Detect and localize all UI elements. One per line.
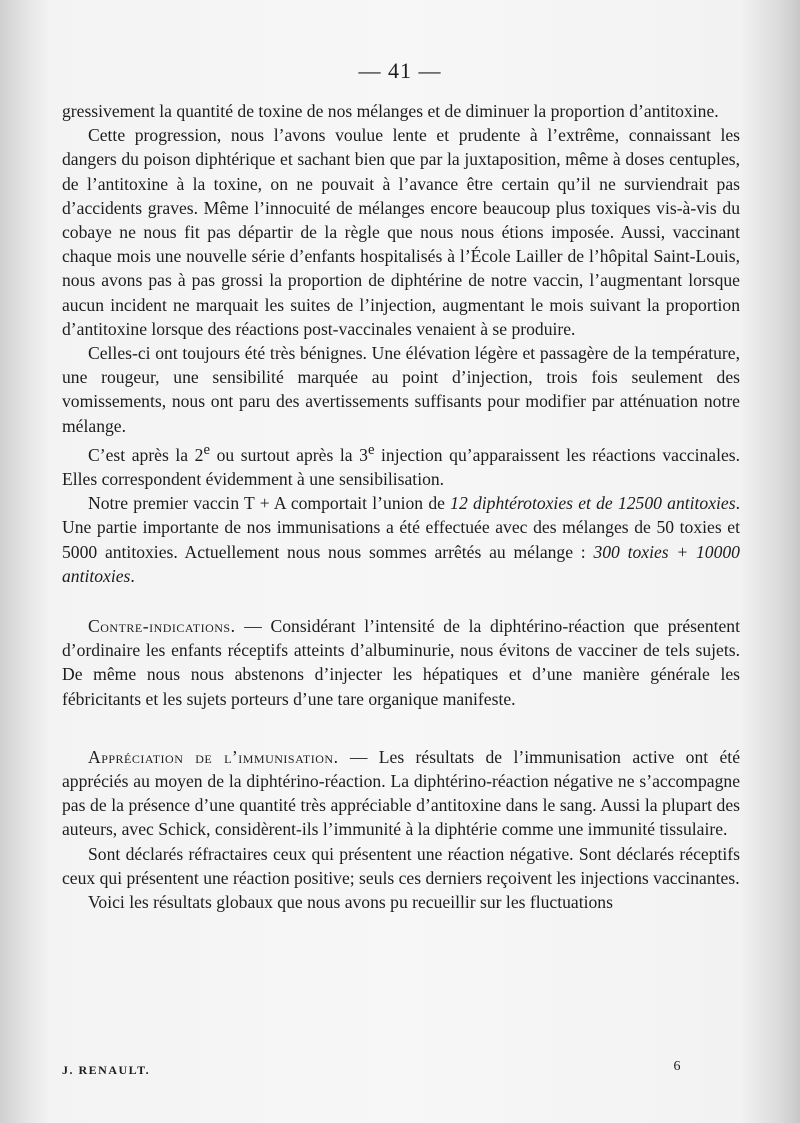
page-number: — 41 — [358, 58, 442, 83]
body-text [62, 99, 740, 914]
paragraph-sensibilisation [62, 438, 740, 491]
superscript: e [367, 441, 375, 458]
text-segment: Notre premier vaccin T + A comportait l’union de [88, 493, 451, 514]
paragraph-classification: Sont déclarés réfractaires ceux qui présentent une réaction négative. Sont déclarés réceptifs ceux qui présentent une réaction positive; seuls ces derniers reçoivent les injections vaccinantes. [62, 843, 740, 888]
section-appreciation [62, 745, 740, 842]
text-segment: . [130, 565, 135, 586]
printer-signature: J. RENAULT. [62, 1063, 151, 1077]
section-text: — Les résultats de l’immunisation active ont été appréciés au moyen de la diphtérino-réaction. La diphtérino-réaction négative ne s’accompagne pas de la présence d’une quantité très appréciable d’antitoxine dans le sang. Aussi la plupart des auteurs, avec Schick, considèrent-ils l’immunité à la diphtérie comme une immunité tissulaire. [62, 746, 740, 840]
paragraph-reactions: Celles-ci ont toujours été très bénignes. Une élévation légère et passagère de la température, une rougeur, une sensibilité marquée au point d’injection, trois fois seulement des vomissements, nous ont paru des avertissements suffisants pour modifier par atténuation notre mélange. [62, 343, 740, 436]
text-segment: C’est après la 2 [88, 444, 204, 465]
paragraph-results-intro: Voici les résultats globaux que nous avons pu recueillir sur les fluctuations [88, 891, 613, 912]
italic-text: 300 toxies + 10000 antitoxies [62, 541, 740, 586]
text-segment: . Une partie importante de nos immunisations a été effectuée avec des mélanges de 50 toxies et 5000 antitoxies. Actuellement nous nous sommes arrêtés au mélange : [62, 493, 740, 562]
section-text: — Considérant l’intensité de la diphtérino-réaction que présentent d’ordinaire les enfants réceptifs atteints d’albuminurie, nous évitons de vacciner de tels sujets. De même nous nous abstenons d’injecter les hépatiques et d’une manière générale les fébricitants et les sujets porteurs d’une tare organique manifeste. [62, 615, 740, 709]
section-heading: Appréciation de l’immunisation. [88, 746, 339, 767]
section-contre-indications [62, 614, 740, 711]
sheet-number: 6 [673, 1059, 682, 1074]
page-footer [62, 1059, 682, 1078]
italic-text: 12 diphtérotoxies et de 12500 antitoxies [450, 493, 736, 514]
text-segment: injection qu’apparaissent les réactions vaccinales. Elles correspondent évidemment à une sensibilisation. [62, 444, 741, 489]
superscript: e [203, 441, 210, 458]
paragraph-continuation: gressivement la quantité de toxine de nos mélanges et de diminuer la proportion d’antitoxine. [62, 101, 719, 121]
paragraph-progression: Cette progression, nous l’avons voulue lente et prudente à l’extrême, connaissant les dangers du poison diphtérique et sachant bien que par la juxtaposition, même à doses centuples, de l’antitoxine à la toxine, on ne pouvait à l’avance être certain qu’il ne surviendrait pas d’accidents graves. Même l’innocuité de mélanges encore beaucoup plus toxiques vis-à-vis du cobaye ne nous fit pas départir de la règle que nous nous étions imposée. Aussi, vaccinant chaque mois une nouvelle série d’enfants hospitalisés à l’École Lailler de l’hôpital Saint-Louis, nous avons pas à pas grossi la proportion de diphtérine de notre vaccin, l’augmentant lorsque aucun incident ne marquait les suites de l’injection, augmentant le mois suivant la proportion d’antitoxine lorsque des réactions post-vaccinales venaient à se produire. [62, 125, 740, 339]
text-segment: ou surtout après la 3 [210, 444, 368, 465]
paragraph-vaccine-mixtures [62, 491, 740, 588]
section-heading: Contre-indications. [88, 615, 236, 636]
